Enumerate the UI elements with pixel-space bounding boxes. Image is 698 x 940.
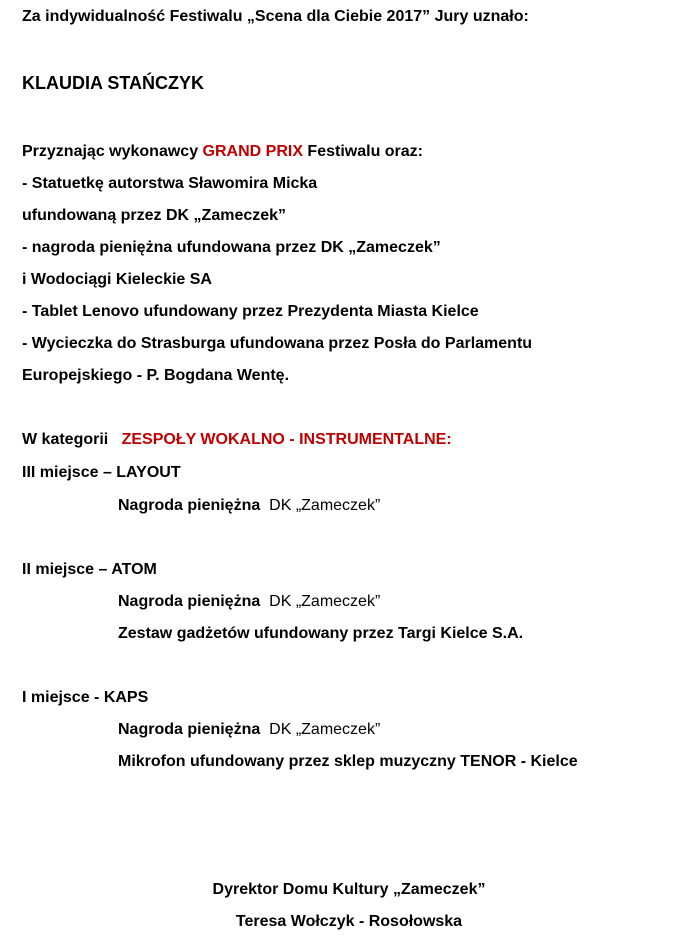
- grand-prix-intro-suffix: Festiwalu oraz:: [302, 143, 424, 160]
- grand-prix-intro-prefix: Przyznając wykonawcy: [22, 143, 203, 160]
- prize-normal-text: DK „Zameczek”: [260, 721, 381, 738]
- prize-normal-text: DK „Zameczek”: [260, 593, 381, 610]
- prize-bold-text: Nagroda pieniężna: [118, 497, 261, 514]
- header-line: Za indywidualność Festiwalu „Scena dla Ciebie 2017” Jury uznało:: [22, 8, 529, 25]
- prize-line: ufundowaną przez DK „Zameczek”: [22, 207, 287, 224]
- place-3-prize: [118, 496, 380, 516]
- place-3-heading: III miejsce – LAYOUT: [22, 464, 181, 481]
- grand-prix-highlight: GRAND PRIX: [202, 143, 303, 160]
- place-2-prize: [118, 592, 380, 612]
- signature-title: Dyrektor Domu Kultury „Zameczek”: [212, 881, 486, 898]
- prize-line: - nagroda pieniężna ufundowana przez DK „Zameczek”: [22, 239, 441, 256]
- grand-prix-intro: [22, 142, 423, 162]
- prize-line: - Statuetkę autorstwa Sławomira Micka: [22, 175, 318, 192]
- prize-line: - Tablet Lenovo ufundowany przez Prezydenta Miasta Kielce: [22, 303, 479, 320]
- place-1-prize: [118, 752, 578, 772]
- prize-normal-text: DK „Zameczek”: [260, 497, 381, 514]
- place-1-prize: [118, 720, 380, 740]
- prize-bold-text: Nagroda pieniężna: [118, 593, 261, 610]
- place-2-prize: [118, 624, 523, 644]
- category-name: ZESPOŁY WOKALNO - INSTRUMENTALNE:: [121, 431, 452, 448]
- prize-line: - Wycieczka do Strasburga ufundowana przez Posła do Parlamentu: [22, 335, 533, 352]
- place-2-heading: II miejsce – ATOM: [22, 561, 157, 578]
- category-heading: [22, 430, 452, 450]
- prize-line: i Wodociągi Kieleckie SA: [22, 271, 212, 288]
- prize-bold-text: Nagroda pieniężna: [118, 721, 261, 738]
- place-1-heading: I miejsce - KAPS: [22, 689, 149, 706]
- signature-name: Teresa Wołczyk - Rosołowska: [235, 913, 463, 930]
- category-label: W kategorii: [22, 431, 122, 448]
- prize-line: Europejskiego - P. Bogdana Wentę.: [22, 367, 290, 384]
- laureate-name: KLAUDIA STAŃCZYK: [22, 73, 204, 93]
- prize-bold-text: Zestaw gadżetów ufundowany przez Targi Kielce S.A.: [118, 625, 524, 642]
- prize-bold-text: Mikrofon ufundowany przez sklep muzyczny TENOR - Kielce: [118, 753, 578, 770]
